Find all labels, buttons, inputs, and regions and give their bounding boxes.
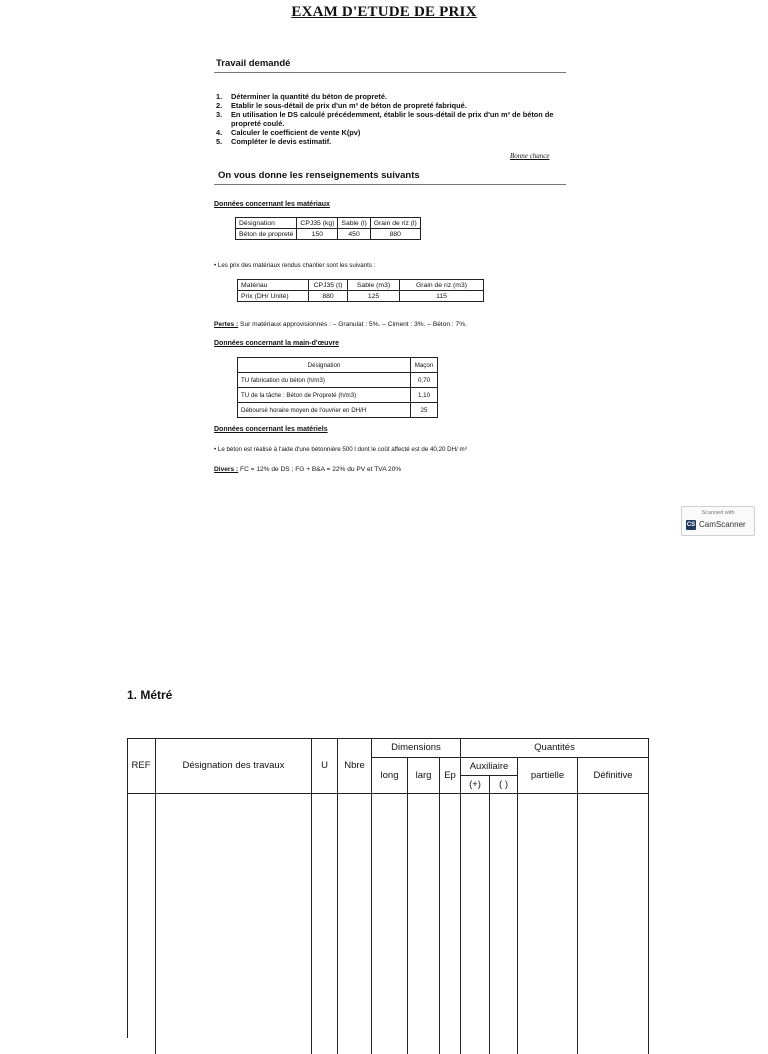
pertes-line [214,321,467,328]
table-row [236,229,421,240]
table-cell: Prix (DH/ Unité) [238,291,309,302]
table-header: Matériau [238,280,309,291]
col-plus: (+) [461,776,490,794]
table-header: Sable (l) [338,218,370,229]
bonne-chance: Bonne chance [510,152,550,160]
column-rule [517,794,518,1054]
main-oeuvre-heading: Données concernant la main-d'œuvre [214,340,339,347]
camscanner-name: CamScanner [699,520,746,529]
col-larg: larg [408,758,440,794]
table-cell: Déboursé horaire moyen de l'ouvrier en DH/H [238,403,411,418]
table-header: CPJ35 (kg) [297,218,338,229]
group-dimensions: Dimensions [372,738,461,758]
col-designation: Désignation des travaux [156,738,312,794]
prix-note: • Les prix des matériaux rendus chantier sont les suivants : [214,262,376,269]
divider [214,184,566,185]
divers-line [214,466,401,473]
dosage-table [235,217,421,240]
task-item: 2. Etablir le sous-détail de prix d'un m³ de béton de propreté fabriqué. [216,101,467,110]
table-cell: 0,70 [411,373,438,388]
metre-heading: 1. Métré [127,688,173,702]
renseignements-heading: On vous donne les renseignements suivants [218,170,420,181]
camscanner-logo-icon: CS [686,522,696,528]
table-cell: TU fabrication du béton (h/m3) [238,373,411,388]
col-definitive: Définitive [578,758,649,794]
column-rule [155,794,156,1054]
pertes-label: Pertes : [214,321,239,328]
pertes-text: Sur matériaux approvisionnés : – Granulat : 5%. – Ciment : 3%. – Béton : 7%. [240,321,467,328]
table-header: Désignation [236,218,297,229]
table-cell: 150 [297,229,338,240]
main-oeuvre-table [237,357,438,418]
table-row [238,358,438,373]
col-ref: REF [127,738,156,794]
col-unite: U [312,738,338,794]
metre-table [127,738,649,1028]
col-long: long [372,758,408,794]
materiels-text: • Le béton est réalisé à l'aide d'une bétonnière 500 l dont le coût affecté est de 40,20 DH/ m³ [214,446,467,453]
column-rule [337,794,338,1054]
col-partielle: partielle [518,758,578,794]
table-cell: 880 [370,229,420,240]
column-rule [648,794,649,1054]
prix-table [237,279,484,302]
table-cell: TU de la tâche : Béton de Propreté (h/m3) [238,388,411,403]
table-cell: 125 [348,291,400,302]
column-rule [439,794,440,1054]
camscanner-watermark [681,506,755,536]
table-row [236,218,421,229]
column-rule [489,794,490,1054]
task-item: 3. En utilisation le DS calculé précédemment, établir le sous-détail de prix d'un m³ de béton de propreté coulé. [216,110,554,128]
col-ep: Ep [440,758,461,794]
table-row [238,373,438,388]
materiels-heading: Données concernant les matériels [214,426,328,433]
divider [214,72,566,73]
table-row [238,280,484,291]
task-list [216,92,566,146]
column-rule [577,794,578,1054]
exam-title: EXAM D'ETUDE DE PRIX [291,4,477,20]
group-auxiliaire: Auxiliaire [461,758,518,776]
table-header: CPJ35 (t) [309,280,348,291]
table-row [238,388,438,403]
table-header: Grain de riz (m3) [400,280,484,291]
table-header: Désignation [238,358,411,373]
table-cell: 1,10 [411,388,438,403]
table-header: Maçon [411,358,438,373]
table-cell: Béton de propreté [236,229,297,240]
task-item: 4. Calculer le coefficient de vente K(pv) [216,128,361,137]
table-row [238,403,438,418]
task-item: 5. Compléter le devis estimatif. [216,137,332,146]
column-rule [460,794,461,1054]
travail-heading: Travail demandé [216,58,291,69]
column-rule [311,794,312,1054]
table-row [238,291,484,302]
col-minus: ( ) [490,776,518,794]
table-cell: 450 [338,229,370,240]
divers-label: Divers : [214,466,239,473]
col-nbre: Nbre [338,738,372,794]
table-header: Sable (m3) [348,280,400,291]
scanned-with-label: Scanned with [701,510,735,516]
task-item: 1. Déterminer la quantité du béton de propreté. [216,92,388,101]
materiaux-heading: Données concernant les matériaux [214,201,330,208]
column-rule [371,794,372,1054]
table-cell: 115 [400,291,484,302]
table-cell: 25 [411,403,438,418]
group-quantites: Quantités [461,738,649,758]
table-cell: 880 [309,291,348,302]
table-header: Grain de riz (l) [370,218,420,229]
divers-text: FC = 12% de DS ; FG + B&A = 22% du PV et TVA 20% [240,466,402,473]
column-rule [407,794,408,1054]
